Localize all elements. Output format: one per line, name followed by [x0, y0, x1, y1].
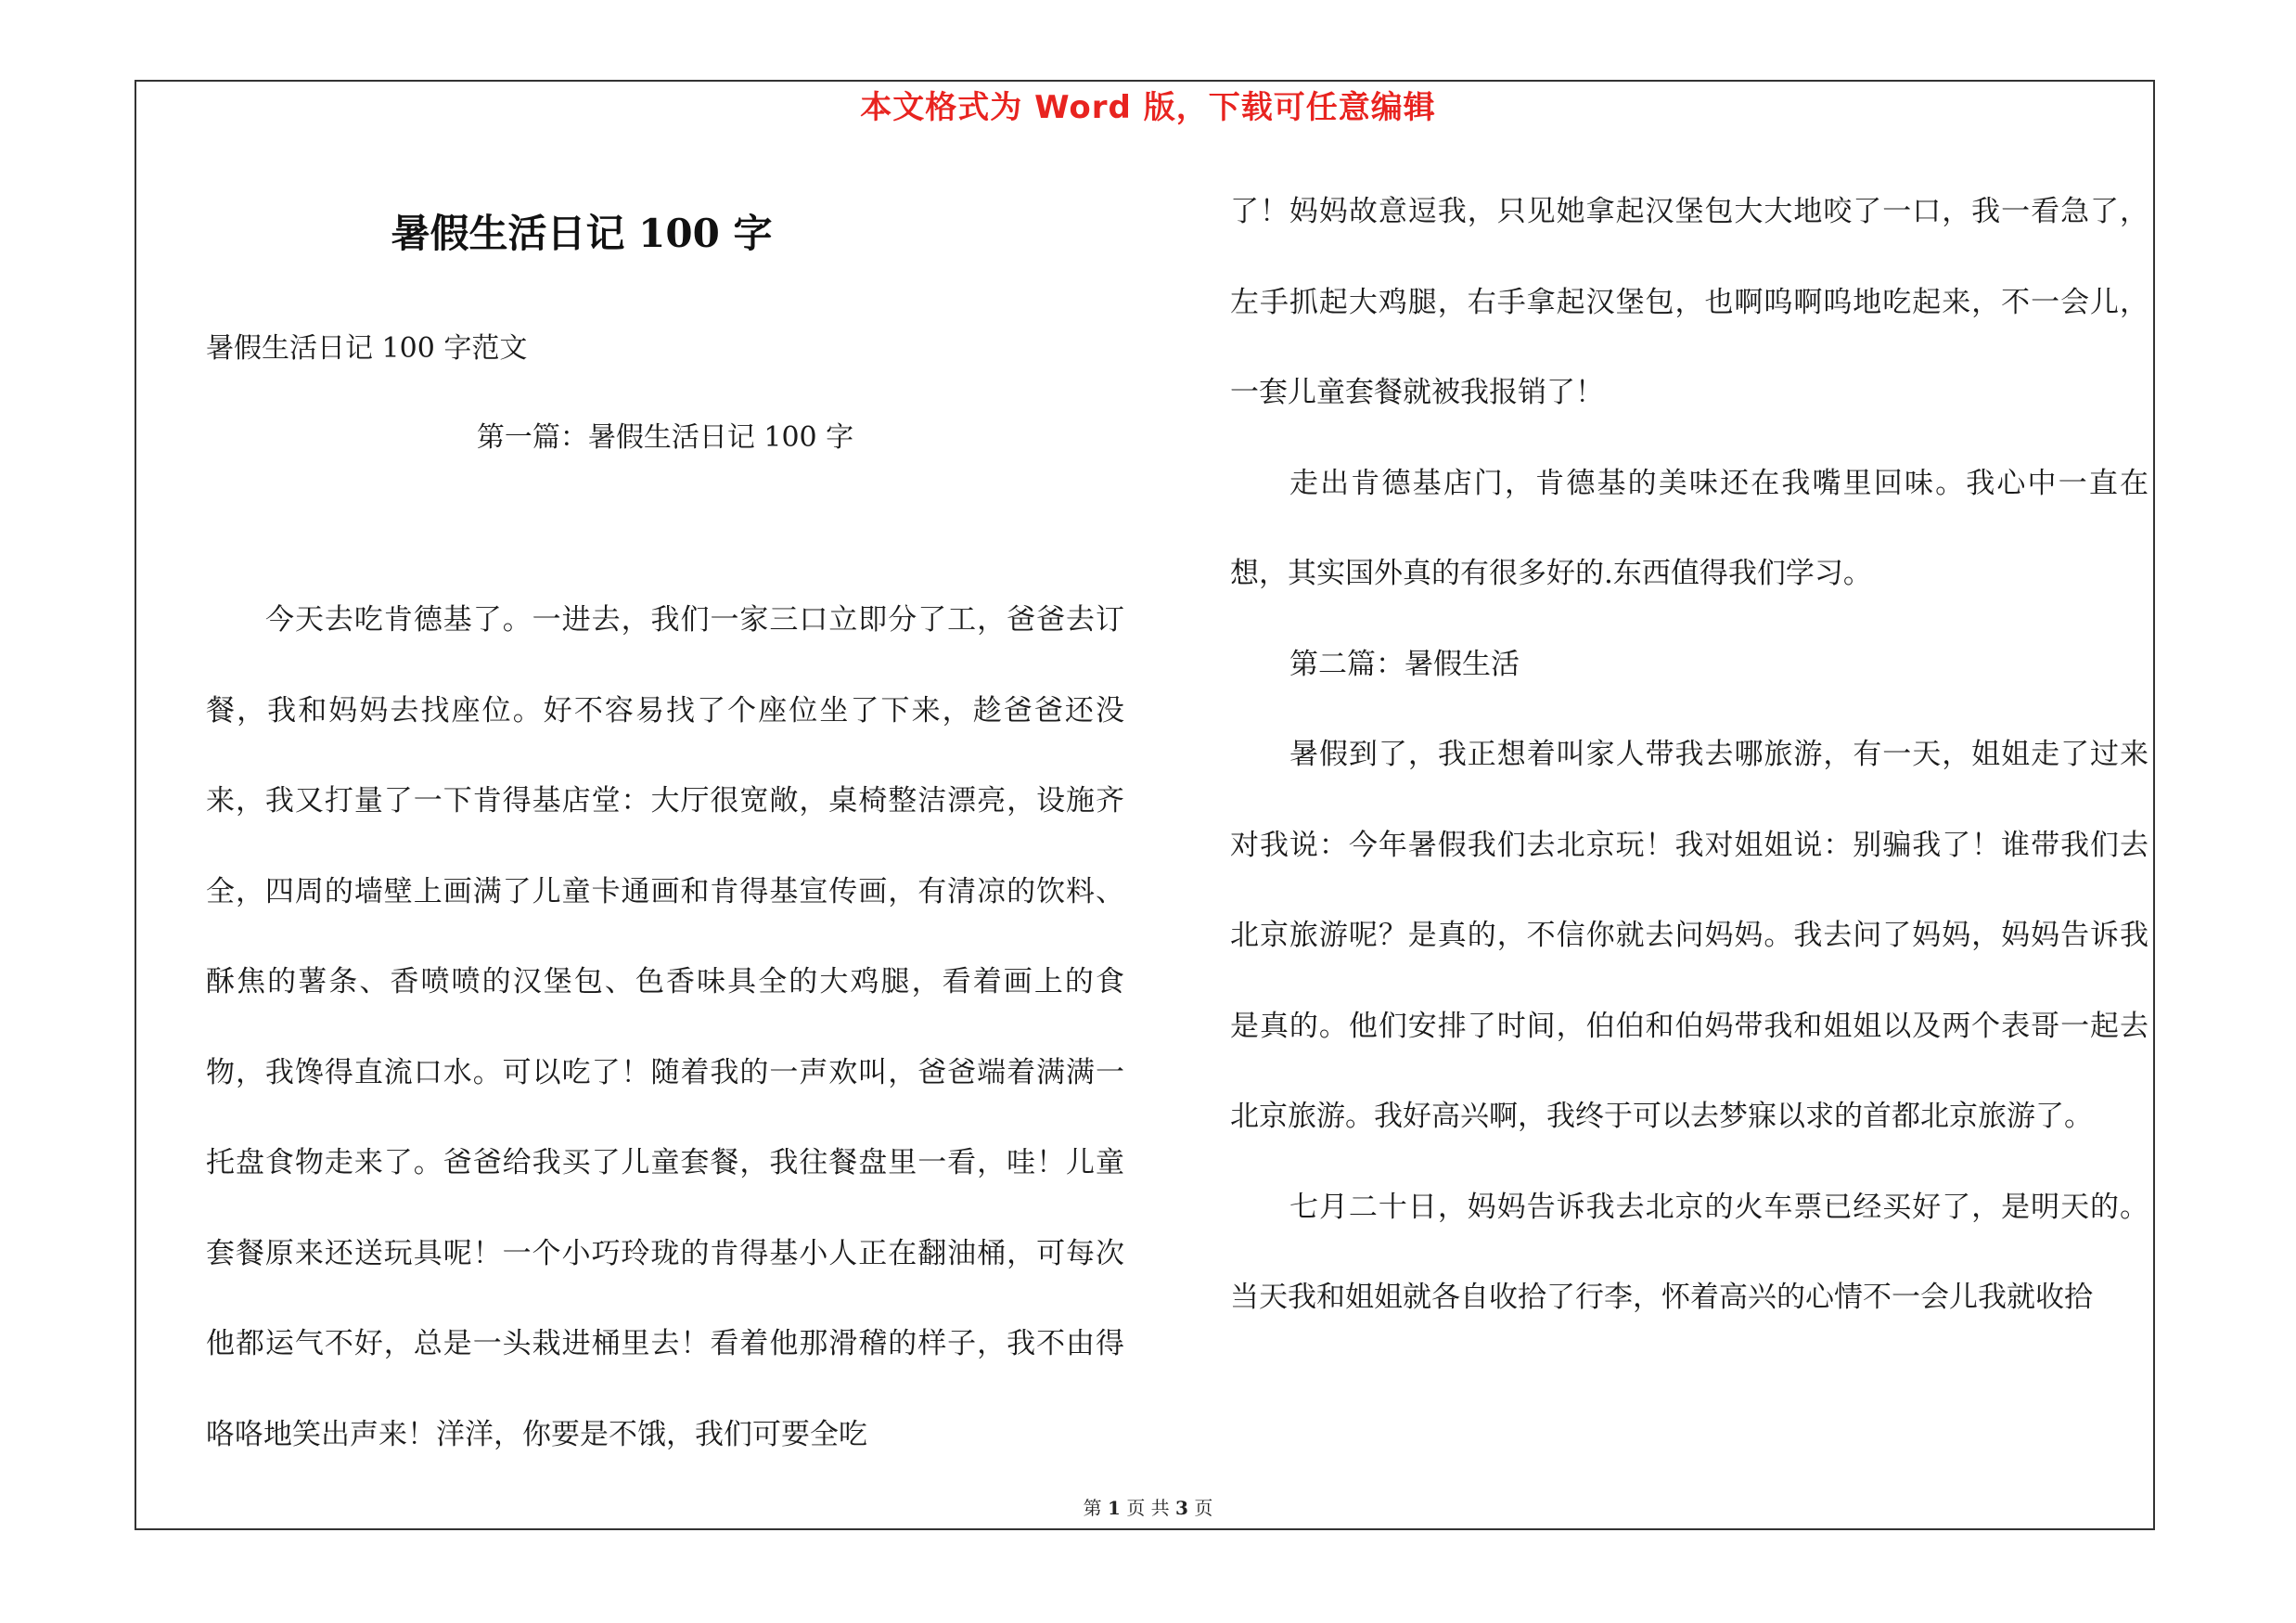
page-footer	[0, 1495, 2296, 1521]
body-paragraph: 暑假到了，我正想着叫家人带我去哪旅游，有一天，姐姐走了过来对我说：今年暑假我们去北京玩！我对姐姐说：别骗我了！谁带我们去北京旅游呢？是真的，不信你就去问妈妈。我去问了妈妈，妈妈告诉我是真的。他们安排了时间，伯伯和伯妈带我和姐姐以及两个表哥一起去北京旅游。我好高兴啊，我终于可以去梦寐以求的首都北京旅游了。	[1230, 738, 2148, 1133]
document-subtitle: 暑假生活日记 100 字范文	[206, 332, 528, 365]
total-page-count: 3	[1175, 1497, 1188, 1519]
document-title: 暑假生活日记 100 字	[391, 211, 773, 256]
footer-middle: 页 共	[1126, 1497, 1170, 1519]
word-format-banner: 本文格式为 Word 版，下载可任意编辑	[860, 89, 1436, 126]
section-heading-second: 第二篇：暑假生活	[1289, 647, 1520, 681]
left-column-body	[206, 575, 1124, 1480]
current-page-number: 1	[1108, 1497, 1121, 1519]
body-paragraph: 走出肯德基店门，肯德基的美味还在我嘴里回味。我心中一直在想，其实国外真的有很多好的.东西值得我们学习。	[1230, 466, 2148, 590]
body-paragraph-continued: 了！妈妈故意逗我，只见她拿起汉堡包大大地咬了一口，我一看急了，左手抓起大鸡腿，右手拿起汉堡包，也啊呜啊呜地吃起来，不一会儿，一套儿童套餐就被我报销了！	[1230, 195, 2148, 409]
footer-suffix: 页	[1194, 1497, 1213, 1519]
right-column-body	[1230, 167, 2148, 1344]
footer-prefix: 第	[1083, 1497, 1102, 1519]
section-heading-first: 第一篇：暑假生活日记 100 字	[476, 421, 854, 454]
body-paragraph: 今天去吃肯德基了。一进去，我们一家三口立即分了工，爸爸去订餐，我和妈妈去找座位。好不容易找了个座位坐了下来，趁爸爸还没来，我又打量了一下肯得基店堂：大厅很宽敞，桌椅整洁漂亮，设施齐全，四周的墙壁上画满了儿童卡通画和肯得基宣传画，有清凉的饮料、酥焦的薯条、香喷喷的汉堡包、色香味具全的大鸡腿，看着画上的食物，我馋得直流口水。可以吃了！随着我的一声欢叫，爸爸端着满满一托盘食物走来了。爸爸给我买了儿童套餐，我往餐盘里一看，哇！儿童套餐原来还送玩具呢！一个小巧玲珑的肯得基小人正在翻油桶，可每次他都运气不好，总是一头栽进桶里去！看着他那滑稽的样子，我不由得咯咯地笑出声来！洋洋，你要是不饿，我们可要全吃	[206, 603, 1124, 1451]
body-paragraph: 七月二十日，妈妈告诉我去北京的火车票已经买好了，是明天的。当天我和姐姐就各自收拾了行李，怀着高兴的心情不一会儿我就收拾	[1230, 1190, 2148, 1314]
